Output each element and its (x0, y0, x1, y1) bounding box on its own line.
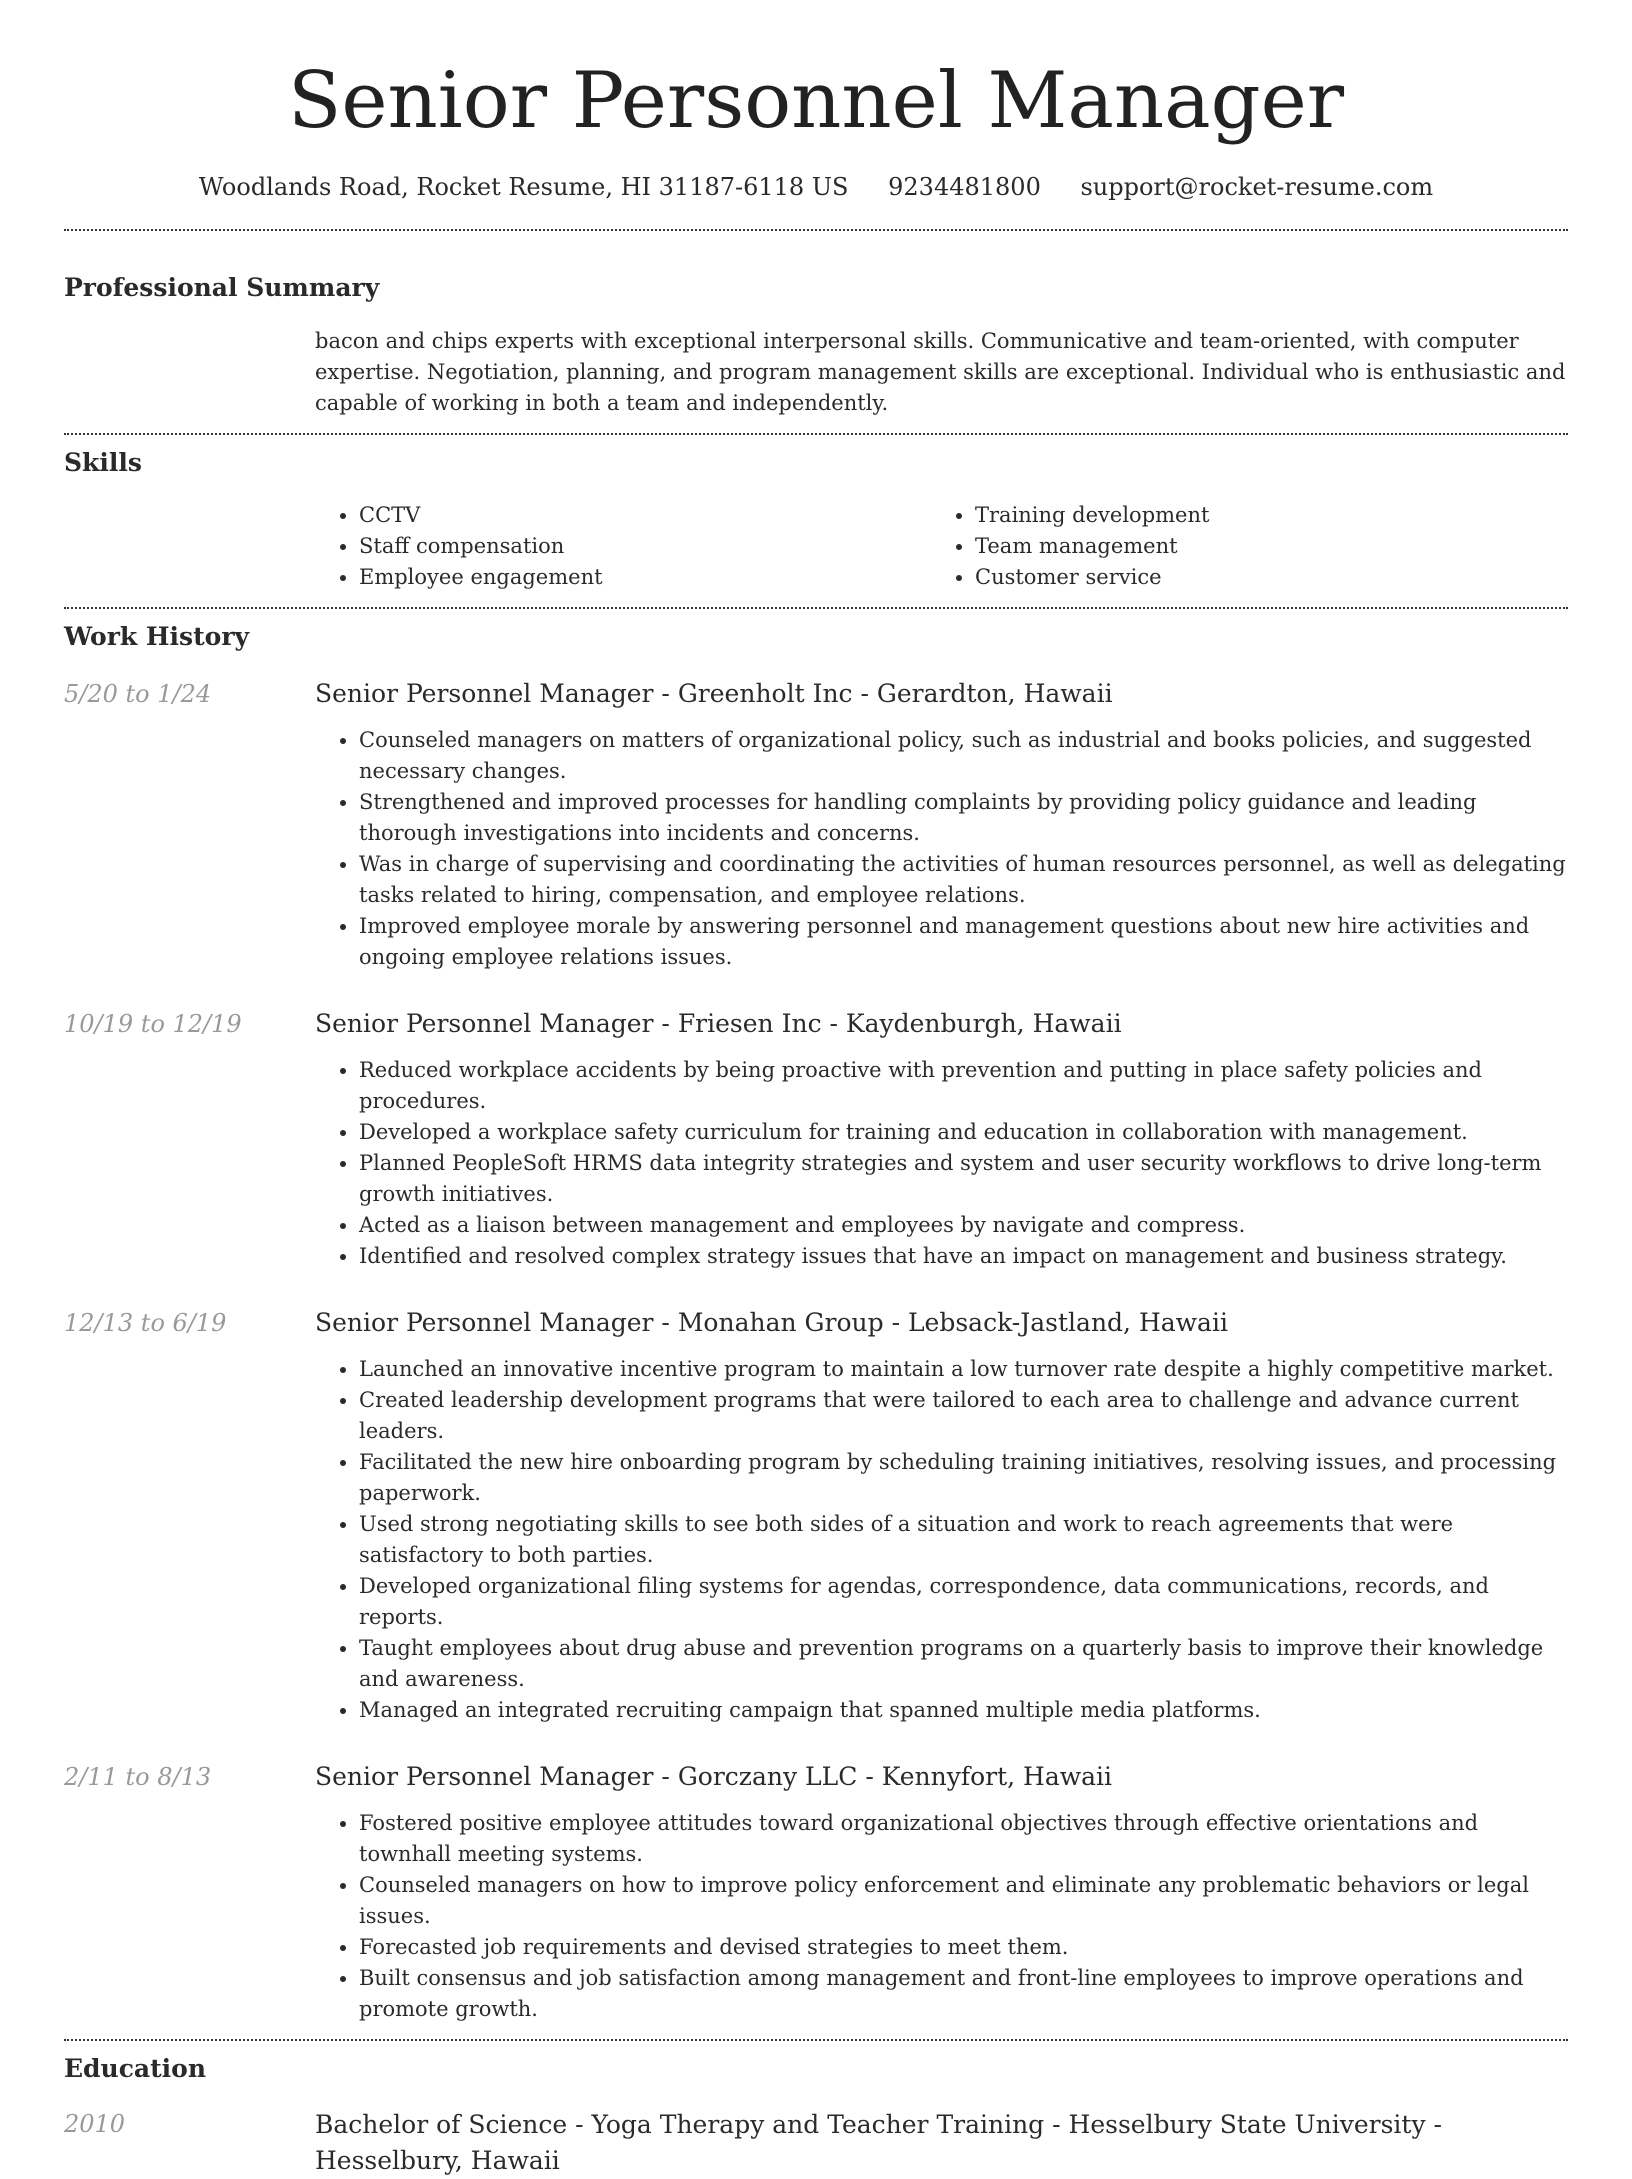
contact-email: support@rocket-resume.com (1080, 173, 1434, 201)
job-date: 2/11 to 8/13 (64, 1763, 212, 1791)
skills-grid (315, 500, 1568, 593)
job-bullet: • Developed a workplace safety curriculum for training and education in collaboration with management. (359, 1117, 1568, 1148)
job-title: Senior Personnel Manager - Greenholt Inc - Gerardton, Hawaii (315, 679, 1113, 708)
skill-item: • Staff compensation (359, 531, 931, 562)
contact-phone: 9234481800 (888, 173, 1041, 201)
resume-name: Senior Personnel Manager (287, 56, 1345, 146)
job-bullet: • Counseled managers on how to improve policy enforcement and eliminate any problematic behaviors or legal issues. (359, 1870, 1568, 1932)
job-date: 5/20 to 1/24 (64, 680, 212, 708)
job-bullet: • Used strong negotiating skills to see both sides of a situation and work to reach agreements that were satisfactory to both parties. (359, 1509, 1568, 1571)
divider (64, 433, 1568, 435)
job-title: Senior Personnel Manager - Friesen Inc - Kaydenburgh, Hawaii (315, 1009, 1122, 1038)
job-title: Senior Personnel Manager - Gorczany LLC - Kennyfort, Hawaii (315, 1762, 1113, 1791)
job-bullets (315, 1354, 1568, 1726)
job-bullet: • Was in charge of supervising and coordinating the activities of human resources personnel, as well as delegating tasks related to hiring, compensation, and employee relations. (359, 849, 1568, 911)
job-bullet: • Acted as a liaison between management and employees by navigate and compress. (359, 1210, 1568, 1241)
skill-item: • CCTV (359, 500, 931, 531)
skill-item: • Employee engagement (359, 562, 931, 593)
job-date: 10/19 to 12/19 (64, 1010, 242, 1038)
job-bullet: • Strengthened and improved processes for handling complaints by providing policy guidance and leading thorough investigations into incidents and concerns. (359, 787, 1568, 849)
contact-line (64, 170, 1568, 204)
skills-left-list (315, 500, 931, 593)
job-entry (64, 677, 1568, 973)
job-bullet: • Identified and resolved complex strategy issues that have an impact on management and business strategy. (359, 1241, 1568, 1272)
skill-item: • Team management (975, 531, 1547, 562)
education-section (64, 2051, 1568, 2179)
job-entry (64, 1007, 1568, 1272)
skills-section (64, 445, 1568, 593)
divider (64, 607, 1568, 609)
job-date: 12/13 to 6/19 (64, 1309, 227, 1337)
job-bullet: • Fostered positive employee attitudes toward organizational objectives through effective orientations and townhall meeting systems. (359, 1808, 1568, 1870)
job-bullet: • Counseled managers on matters of organizational policy, such as industrial and books policies, and suggested necessary changes. (359, 725, 1568, 787)
divider (64, 2039, 1568, 2041)
summary-heading: Professional Summary (64, 273, 380, 302)
job-bullet: • Created leadership development programs that were tailored to each area to challenge and advance current leaders. (359, 1385, 1568, 1447)
job-bullet: • Facilitated the new hire onboarding program by scheduling training initiatives, resolving issues, and processing paperwork. (359, 1447, 1568, 1509)
job-bullet: • Developed organizational filing systems for agendas, correspondence, data communications, records, and reports. (359, 1571, 1568, 1633)
job-bullet: • Launched an innovative incentive program to maintain a low turnover rate despite a highly competitive market. (359, 1354, 1568, 1385)
skill-item: • Customer service (975, 562, 1547, 593)
job-bullet: • Managed an integrated recruiting campaign that spanned multiple media platforms. (359, 1695, 1568, 1726)
work-heading: Work History (64, 622, 250, 651)
summary-section (64, 270, 1568, 419)
skills-right-list (931, 500, 1547, 593)
contact-address: Woodlands Road, Rocket Resume, HI 31187-6118 US (198, 173, 849, 201)
skills-heading: Skills (64, 448, 142, 477)
education-heading: Education (64, 2054, 207, 2083)
education-date: 2010 (64, 2110, 126, 2138)
job-entry (64, 1306, 1568, 1726)
education-entry (64, 2107, 1568, 2179)
summary-text: bacon and chips experts with exceptional interpersonal skills. Communicative and team-oriented, with computer expertise. Negotiation, planning, and program management skills are exceptional. Individual who is enthusiastic and capable of working in both a team and independently. (315, 329, 1566, 415)
job-bullet: • Forecasted job requirements and devised strategies to meet them. (359, 1932, 1568, 1963)
job-bullet: • Reduced workplace accidents by being proactive with prevention and putting in place safety policies and procedures. (359, 1055, 1568, 1117)
job-bullet: • Improved employee morale by answering personnel and management questions about new hire activities and ongoing employee relations issues. (359, 911, 1568, 973)
job-bullet: • Taught employees about drug abuse and prevention programs on a quarterly basis to improve their knowledge and awareness. (359, 1633, 1568, 1695)
job-bullets (315, 725, 1568, 973)
job-bullets (315, 1055, 1568, 1272)
job-entry (64, 1760, 1568, 2025)
resume-page (64, 48, 1568, 2179)
job-title: Senior Personnel Manager - Monahan Group - Lebsack-Jastland, Hawaii (315, 1308, 1228, 1337)
job-bullet: • Planned PeopleSoft HRMS data integrity strategies and system and user security workflows to drive long-term growth initiatives. (359, 1148, 1568, 1210)
job-bullets (315, 1808, 1568, 2025)
divider (64, 229, 1568, 231)
work-section (64, 619, 1568, 2025)
job-bullet: • Built consensus and job satisfaction among management and front-line employees to improve operations and promote growth. (359, 1963, 1568, 2025)
skill-item: • Training development (975, 500, 1547, 531)
education-title: Bachelor of Science - Yoga Therapy and Teacher Training - Hesselbury State University - Hesselbury, Hawaii (315, 2110, 1442, 2175)
